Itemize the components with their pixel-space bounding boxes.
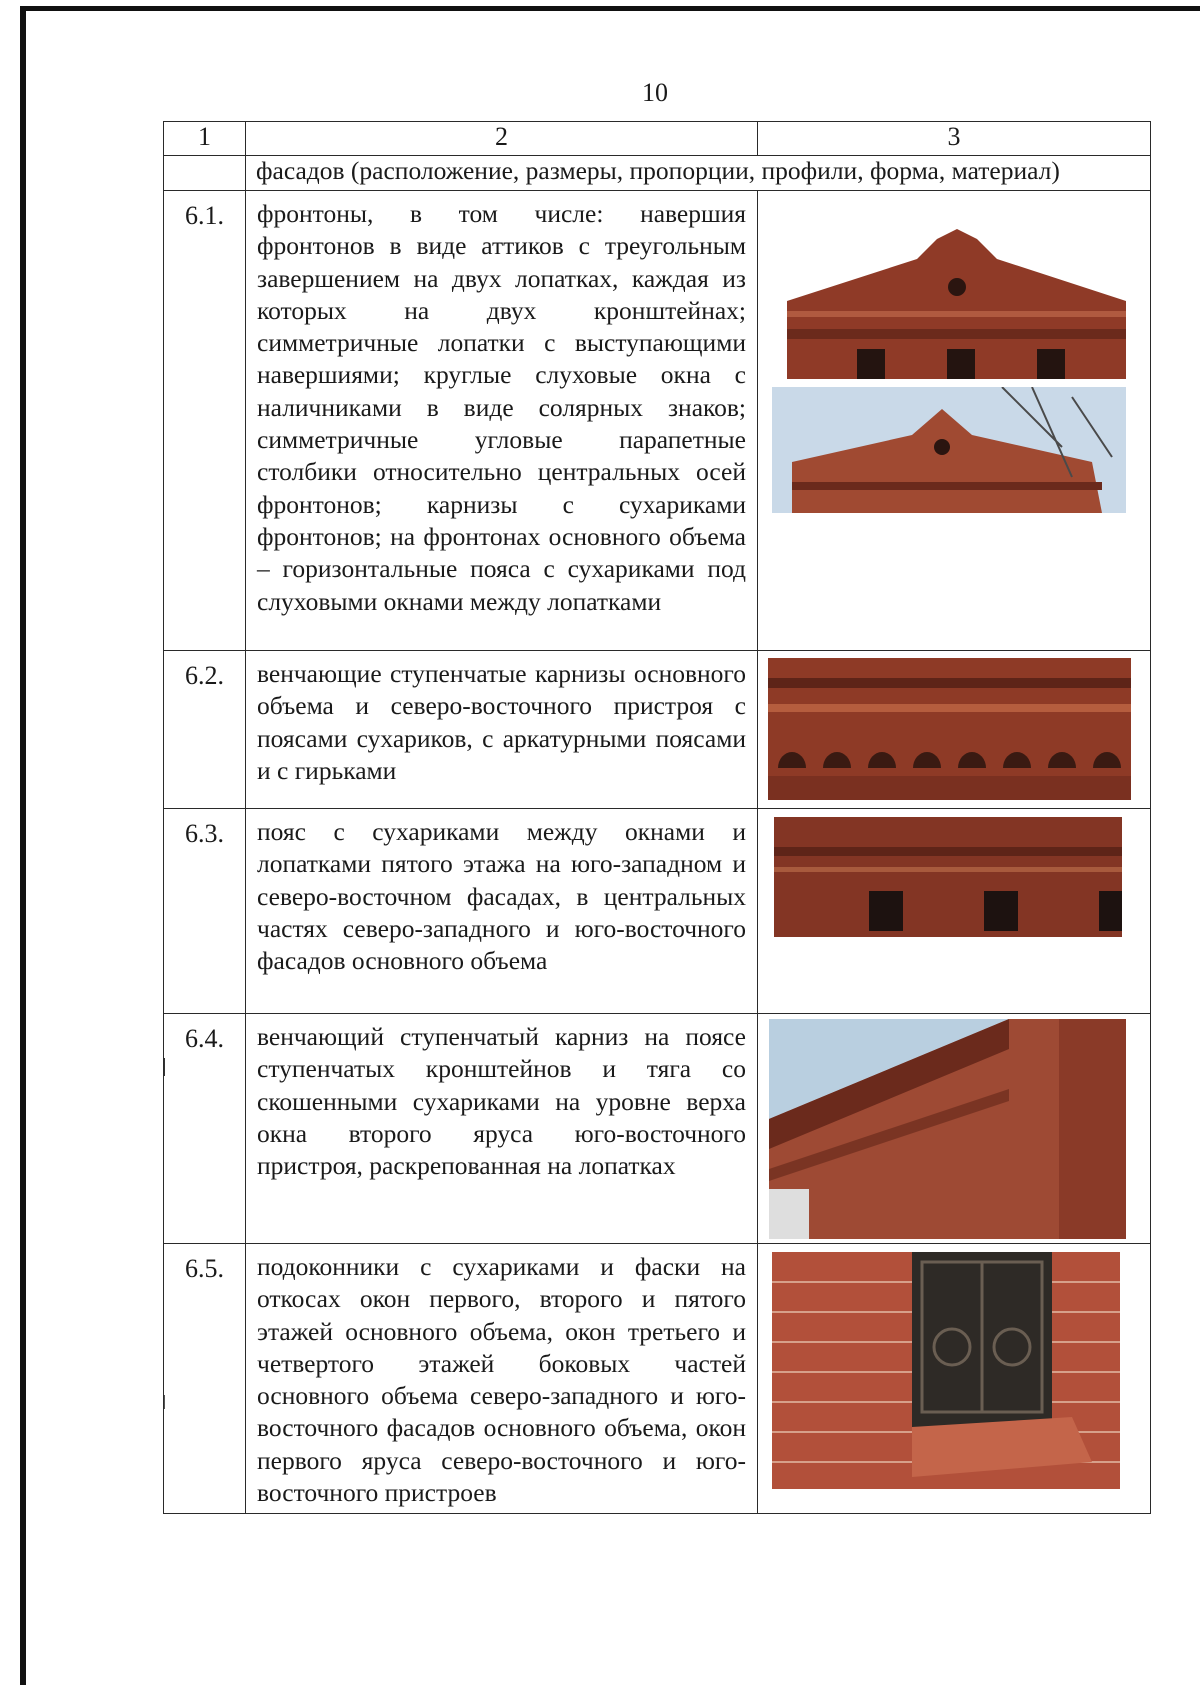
continuation-text: фасадов (расположение, размеры, пропорции, профили, форма, материал) — [246, 156, 1151, 191]
column-header: 3 — [758, 122, 1151, 156]
photo-corner-cornice — [769, 1019, 1126, 1239]
column-header: 1 — [164, 122, 246, 156]
continuation-row — [164, 156, 1151, 191]
table-row — [164, 1244, 1151, 1514]
table-row — [164, 1014, 1151, 1244]
table-row — [164, 809, 1151, 1014]
row-description: фронтоны, в том числе: навершия фронтонов в виде аттиков с треугольным завершением на двух лопатках, каждая из которых на двух кронштейнах; симметричные лопатки с выступающими навершиями; круглые слуховые окна с наличниками в виде солярных знаков; симметричные угловые парапетные столбики относительно центральных осей фронтонов; карнизы с сухариками фронтонов; на фронтонах основного объема – горизонтальные пояса с сухариками под слуховыми окнами между лопатками — [246, 191, 758, 651]
row-photos — [758, 809, 1151, 1014]
photo-gable-sky — [772, 387, 1126, 513]
row-photos — [758, 191, 1151, 651]
table-row — [164, 651, 1151, 809]
row-description: венчающий ступенчатый карниз на поясе ступенчатых кронштейнов и тяга со скошенными сухариками на уровне верха окна второго яруса юго-восточного пристроя, раскрепованная на лопатках — [246, 1014, 758, 1244]
row-description: венчающие ступенчатые карнизы основного объема и северо-восточного пристроя с поясами сухариков, с аркатурными поясами и с гирьками — [246, 651, 758, 809]
photo-arcature-cornice — [768, 658, 1131, 800]
row-number: 6.5. — [164, 1244, 246, 1514]
row-photos — [758, 651, 1151, 809]
row-photos — [758, 1014, 1151, 1244]
scan-border-left — [20, 6, 26, 1685]
facade-elements-table — [163, 121, 1151, 1514]
row-number: 6.3. — [164, 809, 246, 1014]
row-number: 6.2. — [164, 651, 246, 809]
row-description: пояс с сухариками между окнами и лопатками пятого этажа на юго-западном и северо-восточном фасадах, в центральных частях северо-западного и юго-восточного фасадов основного объема — [246, 809, 758, 1014]
row-description: подоконники с сухариками и фаски на откосах окон первого, второго и пятого этажей основного объема, окон третьего и четвертого этажей боковых частей основного объема северо-западного и юго-восточного фасадов основного объема, окон первого яруса северо-восточного и юго-восточного пристроев — [246, 1244, 758, 1514]
table-row — [164, 191, 1151, 651]
row-number: 6.4. — [164, 1014, 246, 1244]
row-photos — [758, 1244, 1151, 1514]
photo-window-sill — [772, 1252, 1120, 1489]
scan-border-top — [20, 6, 1200, 11]
photo-windows-belt — [774, 817, 1122, 937]
photo-gable-brick — [787, 229, 1126, 379]
table-header-row — [164, 122, 1151, 156]
page-number: 10 — [642, 78, 668, 107]
row-number: 6.1. — [164, 191, 246, 651]
column-header: 2 — [246, 122, 758, 156]
